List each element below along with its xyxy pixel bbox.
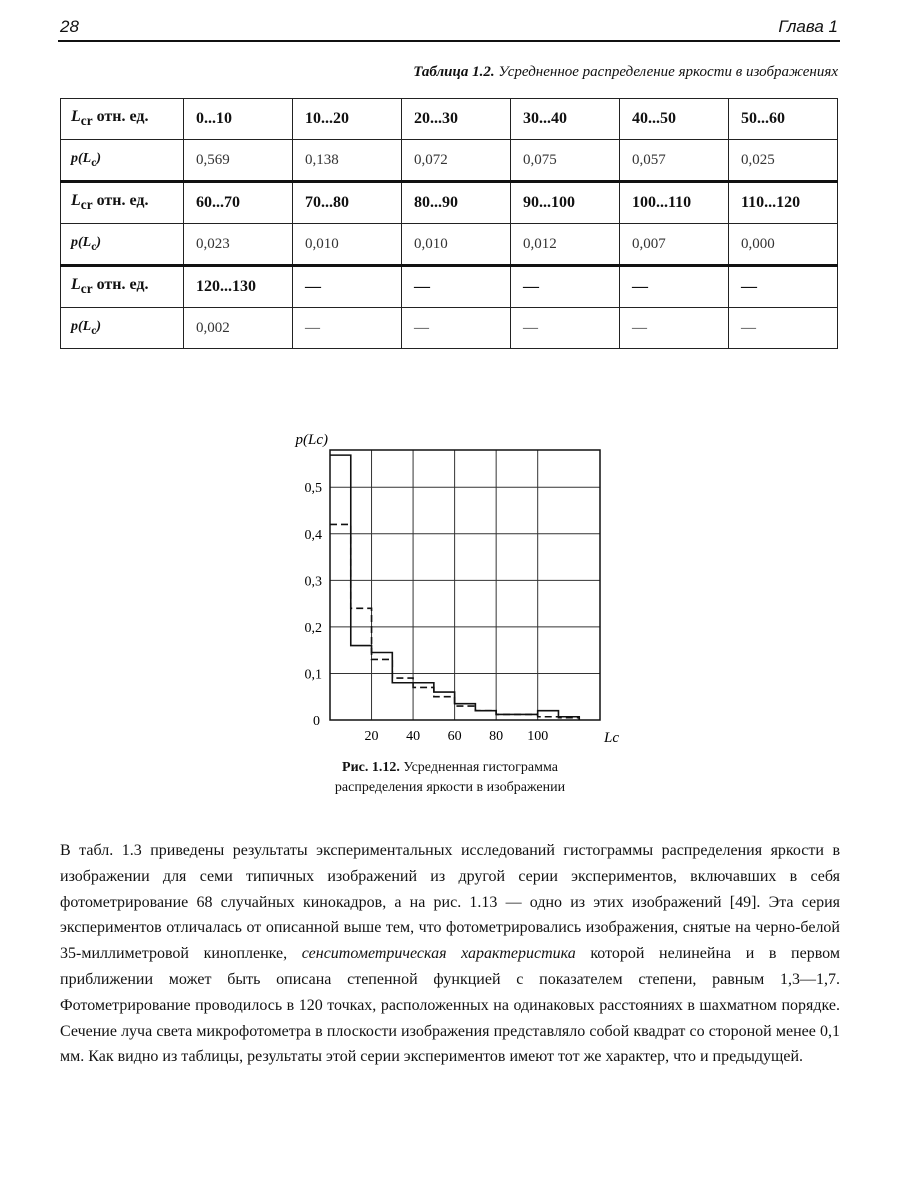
table-cell: 0,010: [293, 224, 402, 266]
row-header: $L_{cr}$ отн. ед.: [61, 182, 184, 224]
y-tick-label: 0,3: [304, 574, 322, 590]
table-cell: 0...10: [184, 99, 293, 140]
table-cell: 30...40: [511, 99, 620, 140]
table-label: Таблица 1.2.: [413, 64, 495, 80]
table-cell: 60...70: [184, 182, 293, 224]
body-paragraph: [60, 838, 840, 1070]
figure-caption-line2: распределения яркости в изображении: [334, 780, 566, 795]
table-cell: 70...80: [293, 182, 402, 224]
figure-label: Рис. 1.12.: [342, 760, 400, 775]
table-cell: 120...130: [184, 266, 293, 308]
table-cell: 50...60: [729, 99, 838, 140]
table-cell: 0,075: [511, 140, 620, 182]
table-cell: —: [402, 266, 511, 308]
origin-label: 0: [313, 714, 320, 729]
table-cell: 100...110: [620, 182, 729, 224]
table-cell: —: [729, 266, 838, 308]
brightness-distribution-table: [60, 98, 838, 349]
body-text-start: В табл. 1.3 приведены результаты экспериментальных исследований гистограммы распределения яркости в изображении для семи типичных изображений из другой серии экспериментов, включавших в себя фотометрирование 68 случайных кинокадров, а на рис. 1.13 — одно из этих изображений [49]. Эта серия экспериментов отличалась от описанной выше тем, что фотометрировались изображения, снятые на черно-белой 35-миллиметровой кинопленке,: [60, 842, 840, 963]
table-cell: 0,007: [620, 224, 729, 266]
table-cell: 80...90: [402, 182, 511, 224]
table-cell: —: [729, 308, 838, 349]
table-cell: 0,072: [402, 140, 511, 182]
table-row: [61, 99, 838, 140]
table-caption-text: Усредненное распределение яркости в изображениях: [498, 64, 838, 80]
table-cell: —: [402, 308, 511, 349]
table-cell: 20...30: [402, 99, 511, 140]
table-cell: —: [511, 266, 620, 308]
table-cell: —: [620, 308, 729, 349]
table-cell: 10...20: [293, 99, 402, 140]
table-cell: 0,010: [402, 224, 511, 266]
table-cell: —: [293, 308, 402, 349]
y-tick-label: 0,5: [304, 481, 322, 497]
y-tick-label: 0,4: [304, 527, 322, 543]
body-text-end: которой нелинейна и в первом приближении может быть описана степенной функцией с показателем степени, равным 1,3—1,7. Фотометрирование проводилось в 120 точках, расположенных на одинаковых расстояниях в шахматном порядке. Сечение луча света микрофотометра в плоскости изображения представляло собой квадрат со стороной менее 0,1 мм. Как видно из таблицы, результаты этой серии экспериментов имеют тот же характер, что и предыдущей.: [60, 945, 840, 1066]
x-tick-label: 20: [364, 729, 379, 744]
table-cell: 0,002: [184, 308, 293, 349]
row-header: $p(L_c)$: [61, 140, 184, 182]
figure-caption: [270, 758, 630, 798]
row-header: $p(L_c)$: [61, 224, 184, 266]
table-row: [61, 308, 838, 349]
table-cell: 0,023: [184, 224, 293, 266]
y-tick-label: 0,2: [304, 620, 322, 636]
table-cell: 0,138: [293, 140, 402, 182]
table-row: [61, 224, 838, 266]
table-cell: 0,569: [184, 140, 293, 182]
page-header: [58, 14, 840, 42]
x-tick-label: 60: [447, 729, 462, 744]
table-cell: 40...50: [620, 99, 729, 140]
row-header: $p(L_c)$: [61, 308, 184, 349]
table-cell: 0,000: [729, 224, 838, 266]
table-cell: 0,057: [620, 140, 729, 182]
x-tick-label: 40: [406, 729, 421, 744]
table-cell: 0,012: [511, 224, 620, 266]
table-cell: 110...120: [729, 182, 838, 224]
table-cell: —: [293, 266, 402, 308]
table-cell: —: [511, 308, 620, 349]
y-axis-label: p(Lc): [295, 432, 328, 448]
row-header: $L_{cr}$ отн. ед.: [61, 266, 184, 308]
table-row: [61, 140, 838, 182]
x-tick-label: 100: [527, 729, 549, 744]
table-cell: 0,025: [729, 140, 838, 182]
table-cell: —: [620, 266, 729, 308]
table-caption: [413, 64, 838, 81]
x-axis-label: Lc: [604, 730, 619, 746]
table-row: [61, 266, 838, 308]
x-tick-label: 80: [489, 729, 504, 744]
histogram-chart: [270, 425, 630, 765]
plot-frame: [330, 450, 600, 720]
table-row: [61, 182, 838, 224]
body-text-italic: сенситометрическая характеристика: [301, 945, 576, 963]
chapter-title: Глава 1: [778, 17, 838, 36]
table-cell: 90...100: [511, 182, 620, 224]
y-tick-label: 0,1: [304, 667, 322, 683]
page-number: 28: [60, 17, 79, 36]
figure-caption-line1: Усредненная гистограмма: [403, 760, 558, 775]
row-header: $L_{cr}$ отн. ед.: [61, 99, 184, 140]
